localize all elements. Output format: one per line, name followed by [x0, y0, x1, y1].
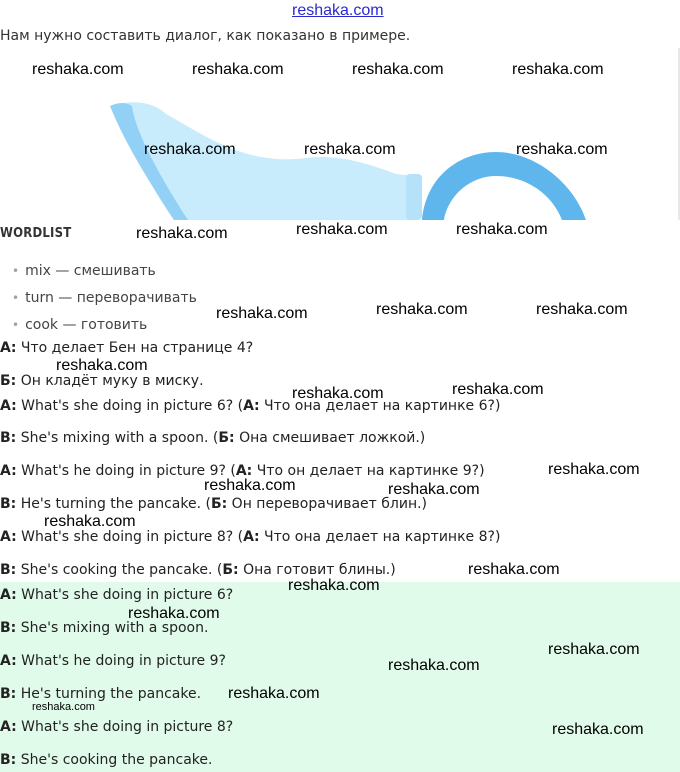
- watermark: reshaka.com: [192, 61, 284, 78]
- watermark: reshaka.com: [388, 657, 480, 674]
- watermark: reshaka.com: [44, 513, 136, 530]
- dialogue-line: B: She's cooking the pancake. (Б: Она готовит блины.): [0, 562, 396, 578]
- watermark: reshaka.com: [376, 301, 468, 318]
- wordlist: [12, 262, 197, 343]
- watermark: reshaka.com: [548, 461, 640, 478]
- example-line: А: Что делает Бен на странице 4?: [0, 340, 254, 356]
- answer-line: B: He's turning the pancake.: [0, 686, 202, 702]
- answer-line: B: She's mixing with a spoon.: [0, 620, 209, 636]
- watermark: reshaka.com: [452, 381, 544, 398]
- watermark: reshaka.com: [552, 721, 644, 738]
- example-line: Б: Он кладёт муку в миску.: [0, 373, 204, 389]
- wordlist-item: • cook — готовить: [12, 317, 148, 333]
- dialogue-line: B: He's turning the pancake. (Б: Он переворачивает блин.): [0, 496, 428, 512]
- watermark: reshaka.com: [292, 385, 384, 402]
- answer-box: [0, 582, 680, 772]
- bullet-icon: •: [12, 291, 20, 305]
- watermark: reshaka.com: [352, 61, 444, 78]
- watermark: reshaka.com: [56, 357, 148, 374]
- answer-line: A: What's she doing in picture 6?: [0, 587, 234, 603]
- dialogue-line: A: What's he doing in picture 9? (А: Что он делает на картинке 9?): [0, 463, 485, 479]
- watermark: reshaka.com: [144, 141, 236, 158]
- watermark: reshaka.com: [512, 61, 604, 78]
- dialogue-line: A: What's she doing in picture 6? (А: Что она делает на картинке 6?): [0, 398, 501, 414]
- wordlist-item: • turn — переворачивать: [12, 290, 197, 306]
- intro-text: Нам нужно составить диалог, как показано в примере.: [0, 28, 411, 44]
- watermark: reshaka.com: [296, 221, 388, 238]
- pancake-pan-illustration: [96, 96, 596, 222]
- answer-line: A: What's she doing in picture 8?: [0, 719, 234, 735]
- watermark: reshaka.com: [228, 685, 320, 702]
- answer-line: B: She's cooking the pancake.: [0, 752, 213, 768]
- bullet-icon: •: [12, 318, 20, 332]
- answer-line: A: What's he doing in picture 9?: [0, 653, 226, 669]
- watermark: reshaka.com: [548, 641, 640, 658]
- dialogue-line: A: What's she doing in picture 8? (А: Что она делает на картинке 8?): [0, 529, 501, 545]
- site-link[interactable]: reshaka.com: [292, 2, 384, 19]
- watermark: reshaka.com: [288, 577, 380, 594]
- watermark: reshaka.com: [128, 605, 220, 622]
- watermark: reshaka.com: [136, 225, 228, 242]
- watermark: reshaka.com: [32, 701, 95, 713]
- watermark: reshaka.com: [388, 481, 480, 498]
- watermark: reshaka.com: [32, 61, 124, 78]
- wordlist-heading: WORDLIST: [0, 226, 72, 241]
- watermark: reshaka.com: [516, 141, 608, 158]
- watermark: reshaka.com: [536, 301, 628, 318]
- watermark: reshaka.com: [304, 141, 396, 158]
- watermark: reshaka.com: [456, 221, 548, 238]
- watermark: reshaka.com: [468, 561, 560, 578]
- watermark: reshaka.com: [204, 477, 296, 494]
- bullet-icon: •: [12, 264, 20, 278]
- dialogue-line: B: She's mixing with a spoon. (Б: Она смешивает ложкой.): [0, 430, 426, 446]
- wordlist-item: • mix — смешивать: [12, 263, 156, 279]
- watermark: reshaka.com: [216, 305, 308, 322]
